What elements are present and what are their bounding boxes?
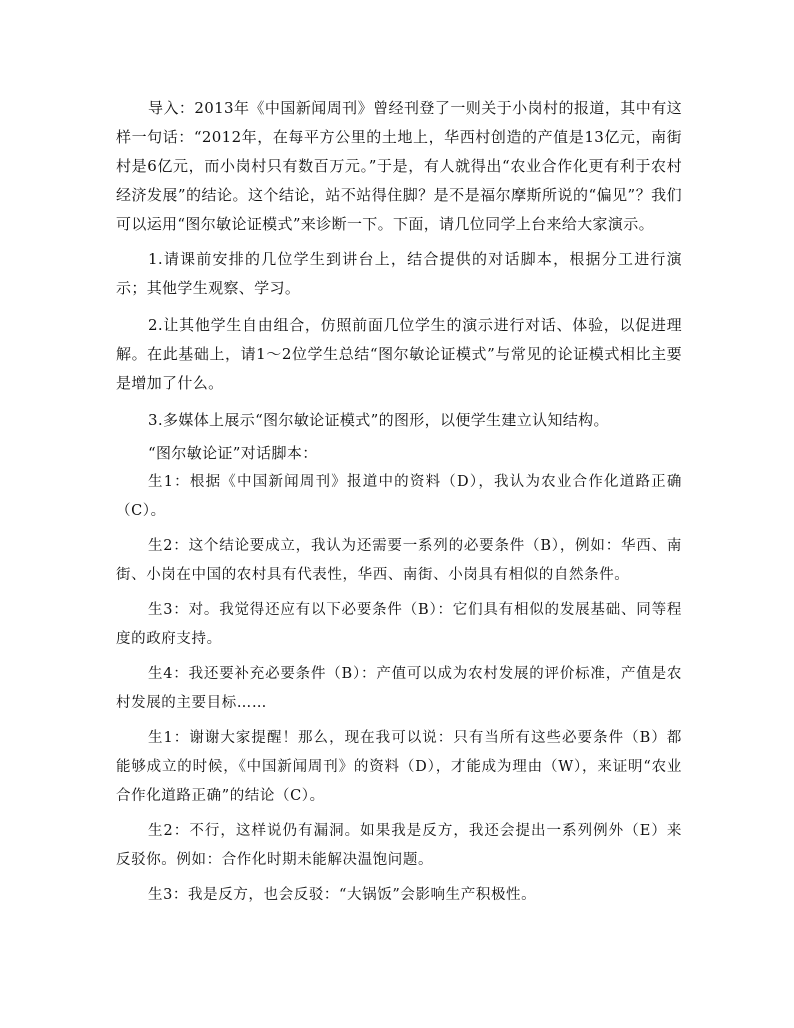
step-2: 2.让其他学生自由组合，仿照前面几位学生的演示进行对话、体验，以促进理解。在此基础上，请1～2位学生总结“图尔敏论证模式”与常见的论证模式相比主要是增加了什么。	[116, 316, 682, 392]
intro-paragraph: 导入：2013年《中国新闻周刊》曾经刊登了一则关于小岗村的报道，其中有这样一句话：“2012年，在每平方公里的土地上，华西村创造的产值是13亿元，南街村是6亿元，而小岗村只有数百万元。”于是，有人就得出“农业合作化更有利于农村经济发展”的结论。这个结论，站不站得住脚？是不是福尔摩斯所说的“偏见”？我们可以运用“图尔敏论证模式”来诊断一下。下面，请几位同学上台来给大家演示。	[116, 99, 682, 233]
step-1: 1.请课前安排的几位学生到讲台上，结合提供的对话脚本，根据分工进行演示；其他学生观察、学习。	[116, 250, 682, 297]
dialogue-line: 生4：我还要补充必要条件（B）：产值可以成为农村发展的评价标准，产值是农村发展的主要目标……	[116, 666, 682, 711]
document-body	[116, 94, 682, 910]
dialogue-line: 生2：这个结论要成立，我认为还需要一系列的必要条件（B），例如：华西、南街、小岗在中国的农村具有代表性，华西、南街、小岗具有相似的自然条件。	[116, 538, 682, 583]
dialogue-line: 生3：对。我觉得还应有以下必要条件（B）：它们具有相似的发展基础、同等程度的政府支持。	[116, 602, 682, 647]
dialogue-line: 生1：谢谢大家提醒！那么，现在我可以说：只有当所有这些必要条件（B）都能够成立的时候，《中国新闻周刊》的资料（D），才能成为理由（W），来证明“农业合作化道路正确”的结论（C）。	[116, 730, 682, 804]
step-3: 3.多媒体上展示“图尔敏论证模式”的图形，以便学生建立认知结构。	[148, 411, 609, 429]
script-title: “图尔敏论证”对话脚本：	[148, 444, 318, 462]
dialogue-line: 生3：我是反方，也会反驳：“大锅饭”会影响生产积极性。	[148, 887, 537, 903]
dialogue-line: 生1：根据《中国新闻周刊》报道中的资料（D），我认为农业合作化道路正确（C）。	[116, 474, 682, 519]
dialogue-line: 生2：不行，这样说仍有漏洞。如果我是反方，我还会提出一系列例外（E）来反驳你。例如：合作化时期未能解决温饱问题。	[116, 823, 682, 868]
dialogue-script	[116, 468, 682, 910]
